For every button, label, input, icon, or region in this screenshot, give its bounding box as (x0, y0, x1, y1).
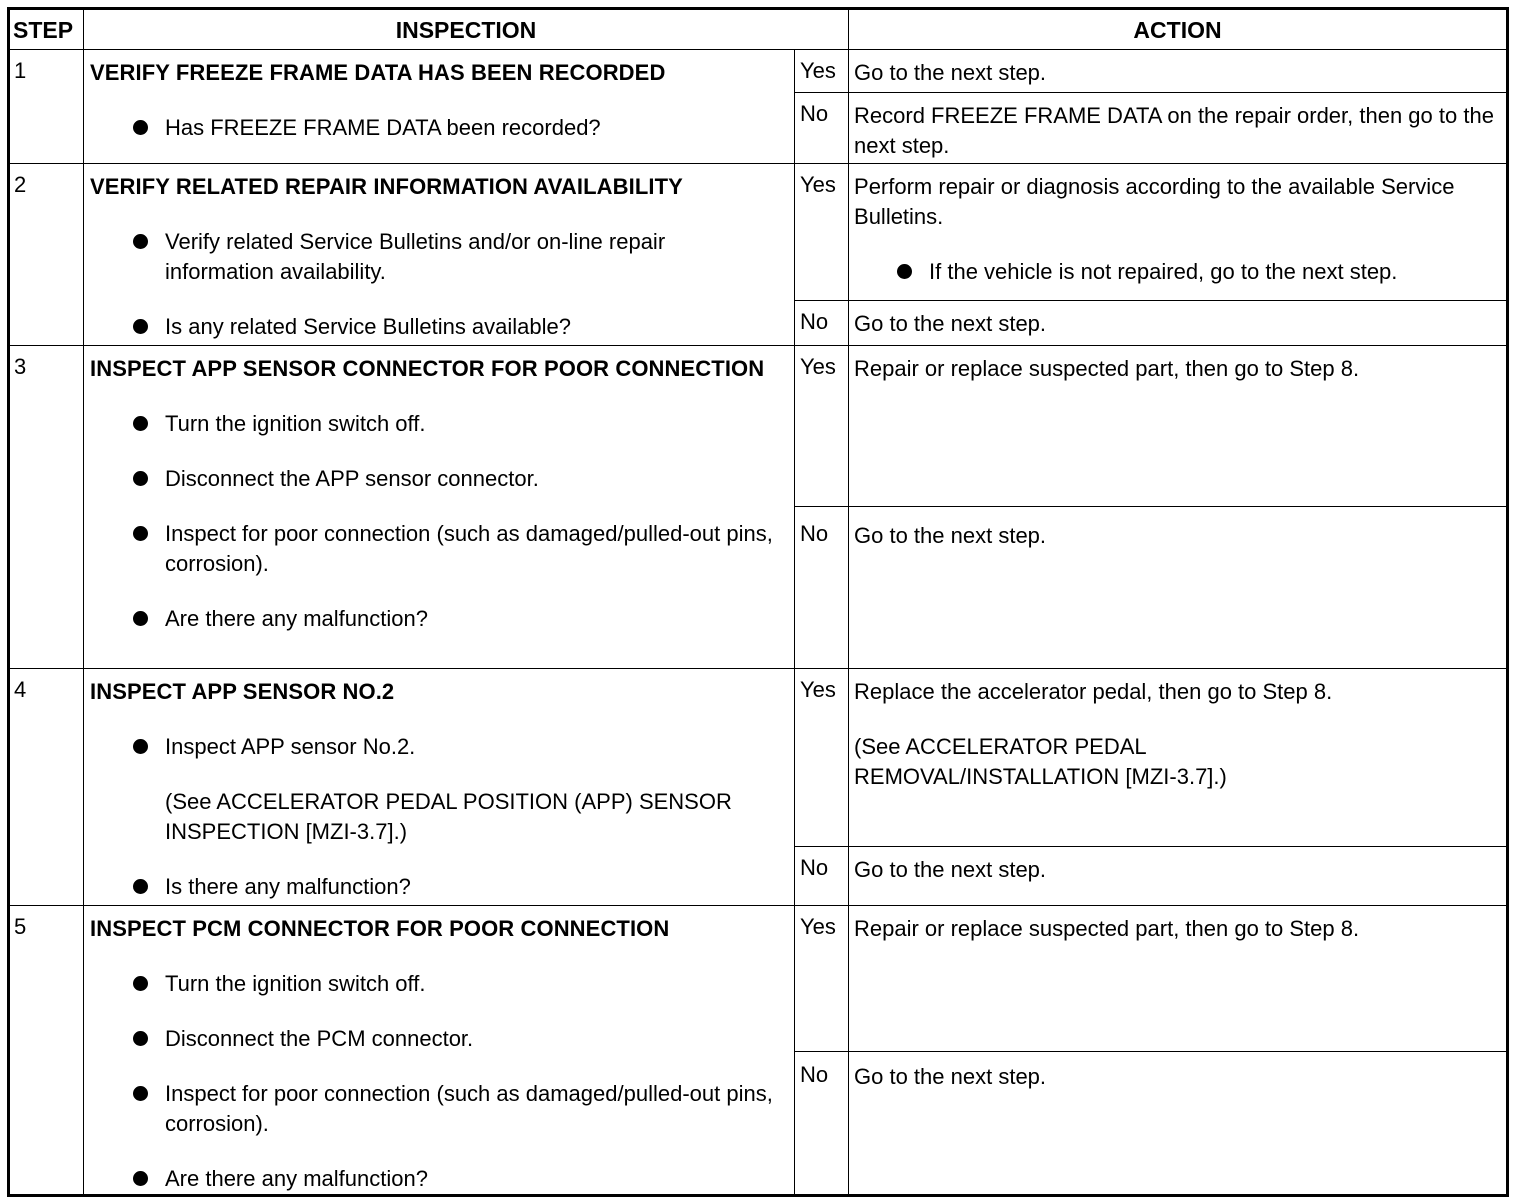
bullet-dot-icon (133, 1086, 148, 1101)
bullet-dot-icon (133, 416, 148, 431)
step-2-yes-action (849, 164, 1508, 301)
step-3-bullet-3: Inspect for poor connection (such as damaged/pulled-out pins, corrosion). (90, 519, 776, 579)
step-2-yes-label: Yes (795, 164, 849, 301)
step-3-yes-label: Yes (795, 346, 849, 507)
step-5-title: INSPECT PCM CONNECTOR FOR POOR CONNECTION (90, 916, 670, 941)
bullet-dot-icon (133, 739, 148, 754)
bullet-dot-icon (133, 1171, 148, 1186)
step-5-inspection (84, 906, 795, 1196)
step-2-number: 2 (9, 164, 84, 346)
step-5-bullet-3: Inspect for poor connection (such as damaged/pulled-out pins, corrosion). (90, 1079, 776, 1139)
step-1-bullet-1: Has FREEZE FRAME DATA been recorded? (90, 113, 776, 143)
step-4-yes-row (9, 669, 1508, 847)
step-2-yes-text: Perform repair or diagnosis according to the available Service Bulletins. (854, 174, 1455, 229)
step-2-yes-bullet-1: If the vehicle is not repaired, go to the next step. (854, 257, 1498, 287)
step-4-inspection (84, 669, 795, 906)
header-inspection: INSPECTION (84, 9, 849, 50)
step-4-yes-note: (See ACCELERATOR PEDAL REMOVAL/INSTALLATION [MZI-3.7].) (854, 734, 1227, 789)
step-3-bullets (90, 409, 776, 634)
step-4-bullets-2 (90, 872, 776, 902)
step-3-no-label: No (795, 507, 849, 669)
step-1-yes-action: Go to the next step. (849, 50, 1508, 93)
bullet-dot-icon (133, 526, 148, 541)
step-3-bullet-4: Are there any malfunction? (90, 604, 776, 634)
step-1-yes-label: Yes (795, 50, 849, 93)
bullet-dot-icon (133, 471, 148, 486)
step-3-yes-action: Repair or replace suspected part, then go to Step 8. (849, 346, 1508, 507)
step-5-bullet-4: Are there any malfunction? (90, 1164, 776, 1194)
step-3-number: 3 (9, 346, 84, 669)
step-2-no-action: Go to the next step. (849, 301, 1508, 346)
step-3-inspection (84, 346, 795, 669)
header-action: ACTION (849, 9, 1508, 50)
step-4-no-action: Go to the next step. (849, 847, 1508, 906)
step-4-yes-text: Replace the accelerator pedal, then go to Step 8. (854, 679, 1333, 704)
step-3-yes-row (9, 346, 1508, 507)
step-2-bullets (90, 227, 776, 342)
bullet-dot-icon (897, 264, 912, 279)
step-5-yes-label: Yes (795, 906, 849, 1052)
step-2-yes-row (9, 164, 1508, 301)
step-2-bullet-2: Is any related Service Bulletins available? (90, 312, 776, 342)
step-4-yes-label: Yes (795, 669, 849, 847)
step-5-no-action: Go to the next step. (849, 1052, 1508, 1196)
bullet-dot-icon (133, 879, 148, 894)
step-4-number: 4 (9, 669, 84, 906)
step-2-no-label: No (795, 301, 849, 346)
step-3-bullet-1: Turn the ignition switch off. (90, 409, 776, 439)
step-5-yes-row (9, 906, 1508, 1052)
step-3-bullet-2: Disconnect the APP sensor connector. (90, 464, 776, 494)
step-4-no-label: No (795, 847, 849, 906)
step-4-bullet-2: Is there any malfunction? (90, 872, 776, 902)
header-step: STEP (9, 9, 84, 50)
step-3-title: INSPECT APP SENSOR CONNECTOR FOR POOR CONNECTION (90, 356, 765, 381)
step-1-title: VERIFY FREEZE FRAME DATA HAS BEEN RECORDED (90, 60, 666, 85)
step-4-note: (See ACCELERATOR PEDAL POSITION (APP) SENSOR INSPECTION [MZI-3.7].) (165, 789, 732, 844)
step-1-number: 1 (9, 50, 84, 164)
bullet-dot-icon (133, 234, 148, 249)
step-3-no-action: Go to the next step. (849, 507, 1508, 669)
step-1-no-label: No (795, 93, 849, 164)
diagnostic-procedure-table (7, 7, 1509, 1197)
step-1-bullets (90, 113, 776, 143)
step-5-number: 5 (9, 906, 84, 1196)
step-4-bullet-1: Inspect APP sensor No.2. (90, 732, 776, 762)
step-1-yes-row (9, 50, 1508, 93)
step-5-bullets (90, 969, 776, 1194)
step-2-bullet-1: Verify related Service Bulletins and/or on-line repair information availability. (90, 227, 776, 287)
step-1-no-action: Record FREEZE FRAME DATA on the repair order, then go to the next step. (849, 93, 1508, 164)
header-row (9, 9, 1508, 50)
step-2-title: VERIFY RELATED REPAIR INFORMATION AVAILABILITY (90, 174, 683, 199)
bullet-dot-icon (133, 319, 148, 334)
step-5-yes-action: Repair or replace suspected part, then go to Step 8. (849, 906, 1508, 1052)
step-4-title: INSPECT APP SENSOR NO.2 (90, 679, 395, 704)
step-1-inspection (84, 50, 795, 164)
step-4-bullets (90, 732, 776, 762)
step-5-bullet-2: Disconnect the PCM connector. (90, 1024, 776, 1054)
step-2-inspection (84, 164, 795, 346)
bullet-dot-icon (133, 611, 148, 626)
step-4-yes-action (849, 669, 1508, 847)
step-2-yes-bullets (854, 257, 1498, 287)
bullet-dot-icon (133, 976, 148, 991)
step-5-bullet-1: Turn the ignition switch off. (90, 969, 776, 999)
bullet-dot-icon (133, 1031, 148, 1046)
step-5-no-label: No (795, 1052, 849, 1196)
bullet-dot-icon (133, 120, 148, 135)
